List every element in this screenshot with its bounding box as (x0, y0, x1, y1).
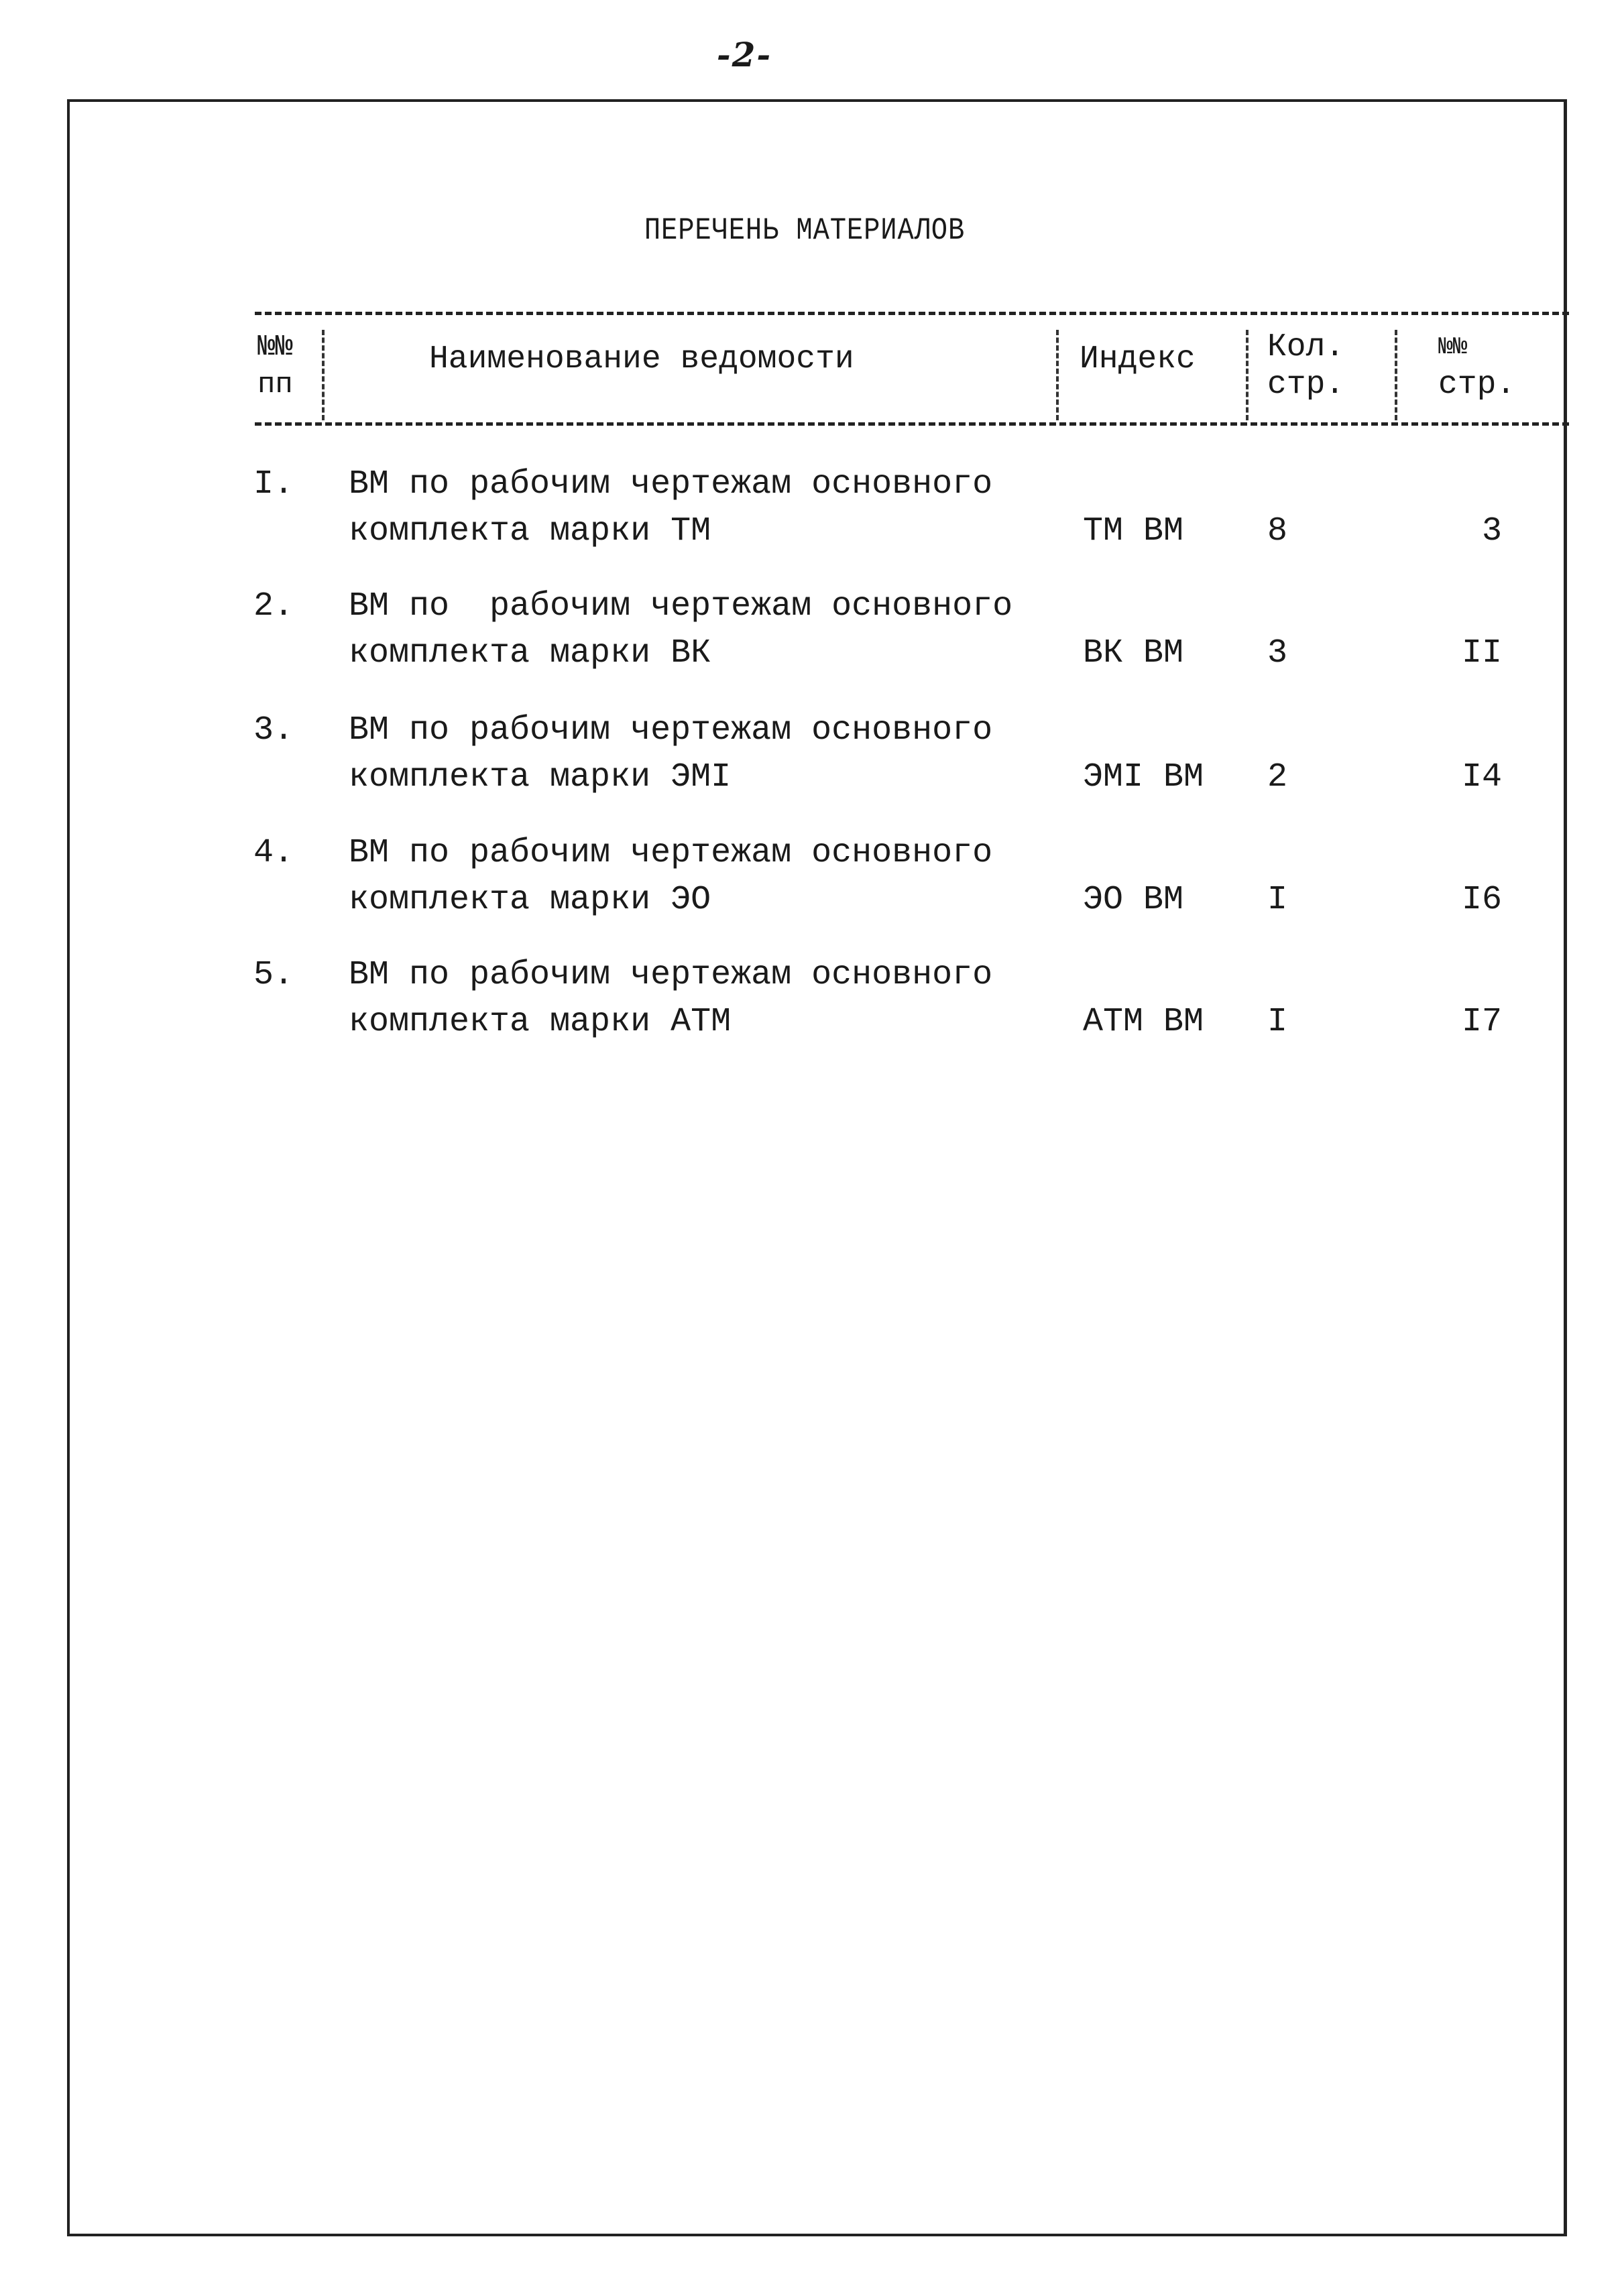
row-name-line1: ВМ по рабочим чертежам основного (349, 465, 993, 503)
header-pages (1438, 328, 1515, 404)
row-pages: I7 (1461, 1003, 1502, 1041)
row-name-line2: комплекта марки АТМ (349, 1003, 732, 1041)
row-name-line1: ВМ по рабочим чертежам основного (349, 587, 1013, 625)
row-qty: I (1267, 1003, 1288, 1041)
row-qty: 8 (1267, 512, 1288, 550)
header-pages-line2: стр. (1438, 367, 1516, 403)
row-index: ТМ ВМ (1083, 512, 1184, 550)
row-name (349, 461, 992, 555)
row-name (349, 952, 992, 1046)
column-separator (322, 330, 325, 420)
header-num-line1: №№ (257, 330, 293, 364)
row-name-line2: комплекта марки ВК (349, 634, 711, 672)
column-separator (1395, 330, 1397, 420)
header-num-line2: пп (257, 368, 293, 402)
row-qty: I (1267, 881, 1288, 919)
row-number: 2. (253, 587, 294, 625)
row-number: 5. (253, 956, 294, 994)
row-name-line2: комплекта марки ТМ (349, 512, 711, 550)
header-num (257, 328, 293, 404)
row-pages: I6 (1461, 881, 1502, 919)
row-name-line2: комплекта марки ЭМI (349, 758, 732, 796)
row-pages: II (1461, 634, 1502, 672)
row-name (349, 707, 992, 801)
row-name-line2: комплекта марки ЭО (349, 881, 711, 919)
column-separator (1056, 330, 1059, 420)
header-qty-line1: Кол. (1267, 329, 1345, 365)
row-index: ВК ВМ (1083, 634, 1184, 672)
row-index: АТМ ВМ (1083, 1003, 1204, 1041)
document-title: ПЕРЕЧЕНЬ МАТЕРИАЛОВ (644, 213, 966, 248)
page-number: -2- (716, 35, 772, 74)
table-row (0, 830, 1624, 944)
table-row (0, 461, 1624, 575)
row-name-line1: ВМ по рабочим чертежам основного (349, 834, 993, 872)
row-qty: 3 (1267, 634, 1288, 672)
table-row (0, 952, 1624, 1066)
row-number: I. (253, 465, 294, 503)
page-frame (67, 99, 1567, 2236)
row-pages: I4 (1461, 758, 1502, 796)
row-name (349, 583, 1013, 677)
row-qty: 2 (1267, 758, 1288, 796)
row-index: ЭМI ВМ (1083, 758, 1204, 796)
table-row (0, 583, 1624, 697)
row-pages: 3 (1481, 512, 1502, 550)
header-qty (1267, 328, 1344, 404)
row-number: 4. (253, 834, 294, 872)
header-name: Наименование ведомости (429, 341, 854, 377)
row-name-line1: ВМ по рабочим чертежам основного (349, 956, 993, 994)
row-index: ЭО ВМ (1083, 881, 1184, 919)
row-name (349, 830, 992, 924)
column-separator (1246, 330, 1249, 420)
row-name-line1: ВМ по рабочим чертежам основного (349, 711, 993, 749)
table-top-rule (255, 312, 1569, 315)
header-pages-line1: №№ (1438, 333, 1468, 361)
header-qty-line2: стр. (1267, 367, 1345, 403)
row-number: 3. (253, 711, 294, 749)
table-header-rule (255, 422, 1569, 426)
table-row (0, 707, 1624, 821)
header-index: Индекс (1080, 341, 1196, 377)
